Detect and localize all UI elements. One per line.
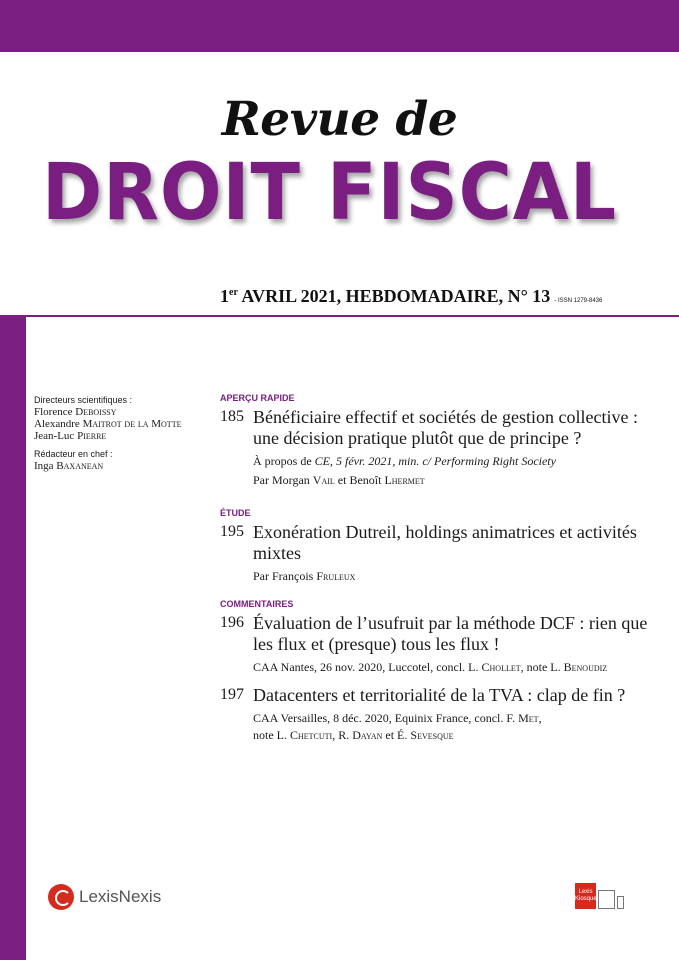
- entry-reference: CAA Versailles, 8 déc. 2020, Equinix France, concl. F. Met,: [253, 711, 542, 725]
- table-of-contents: [220, 393, 660, 744]
- lexis-kiosque-badge: [575, 883, 624, 909]
- left-purple-band: [0, 316, 26, 960]
- publisher-name: LexisNexis: [79, 887, 162, 906]
- masthead-subtitle: Revue de: [221, 92, 458, 147]
- phone-icon: [617, 896, 624, 909]
- kiosque-logo: Lexis Kiosque: [575, 883, 596, 909]
- issue-line: [220, 286, 602, 307]
- entry-title: Datacenters et territorialité de la TVA : clap de fin ?: [253, 685, 626, 705]
- entry-number: 195: [220, 523, 244, 540]
- lexisnexis-circle-icon: [48, 884, 74, 910]
- chief-editor-label: Rédacteur en chef :: [34, 449, 113, 459]
- issue-date: AVRIL 2021, HEBDOMADAIRE, N° 13: [237, 286, 551, 306]
- entry-number: 196: [220, 614, 244, 631]
- entry-title: Exonération Dutreil, holdings animatrices et activités mixtes: [253, 522, 637, 563]
- entry-title: Évaluation de l’usufruit par la méthode DCF : rien que les flux et (presque) tous les flux !: [253, 613, 648, 654]
- entry-reference: CAA Nantes, 26 nov. 2020, Luccotel, concl. L. Chollet, note L. Benoudiz: [253, 660, 608, 674]
- chief-editor-name: Inga Baxanean: [34, 460, 104, 472]
- toc-entry-196[interactable]: [220, 613, 660, 676]
- director-name: Jean-Luc Pierre: [34, 430, 107, 442]
- top-purple-band: [0, 0, 679, 52]
- entry-number: 185: [220, 408, 244, 425]
- entry-number: 197: [220, 686, 244, 703]
- entry-authors: note L. Chetcuti, R. Dayan et É. Sevesque: [253, 728, 454, 742]
- issn: - ISSN 1279-8436: [554, 298, 603, 304]
- director-name: Alexandre Maitrot de la Motte: [34, 418, 182, 430]
- toc-entry-197[interactable]: [220, 685, 660, 744]
- entry-authors: Par Morgan Vail et Benoît Lhermet: [253, 473, 425, 487]
- toc-entry-185[interactable]: [220, 407, 660, 489]
- entry-authors: Par François Fruleux: [253, 569, 356, 583]
- header-divider: [0, 315, 679, 317]
- section-label-etude: ÉTUDE: [220, 508, 251, 518]
- entry-reference: À propos de CE, 5 févr. 2021, min. c/ Performing Right Society: [253, 454, 556, 468]
- issue-day: 1: [220, 286, 229, 306]
- entry-title: Bénéficiaire effectif et sociétés de gestion collective : une décision pratique plutôt que de principe ?: [253, 407, 638, 448]
- toc-entry-195[interactable]: [220, 522, 660, 585]
- section-label-commentaires: COMMENTAIRES: [220, 599, 294, 609]
- directors-label: Directeurs scientifiques :: [34, 395, 133, 405]
- section-label-apercu: APERÇU RAPIDE: [220, 393, 295, 403]
- director-name: Florence Deboissy: [34, 406, 117, 418]
- editors-block: [34, 394, 224, 472]
- masthead-title: DROIT FISCAL: [42, 148, 618, 238]
- issue-day-suffix: er: [229, 287, 238, 298]
- tablet-icon: [598, 890, 615, 909]
- lexisnexis-logo: [48, 884, 161, 910]
